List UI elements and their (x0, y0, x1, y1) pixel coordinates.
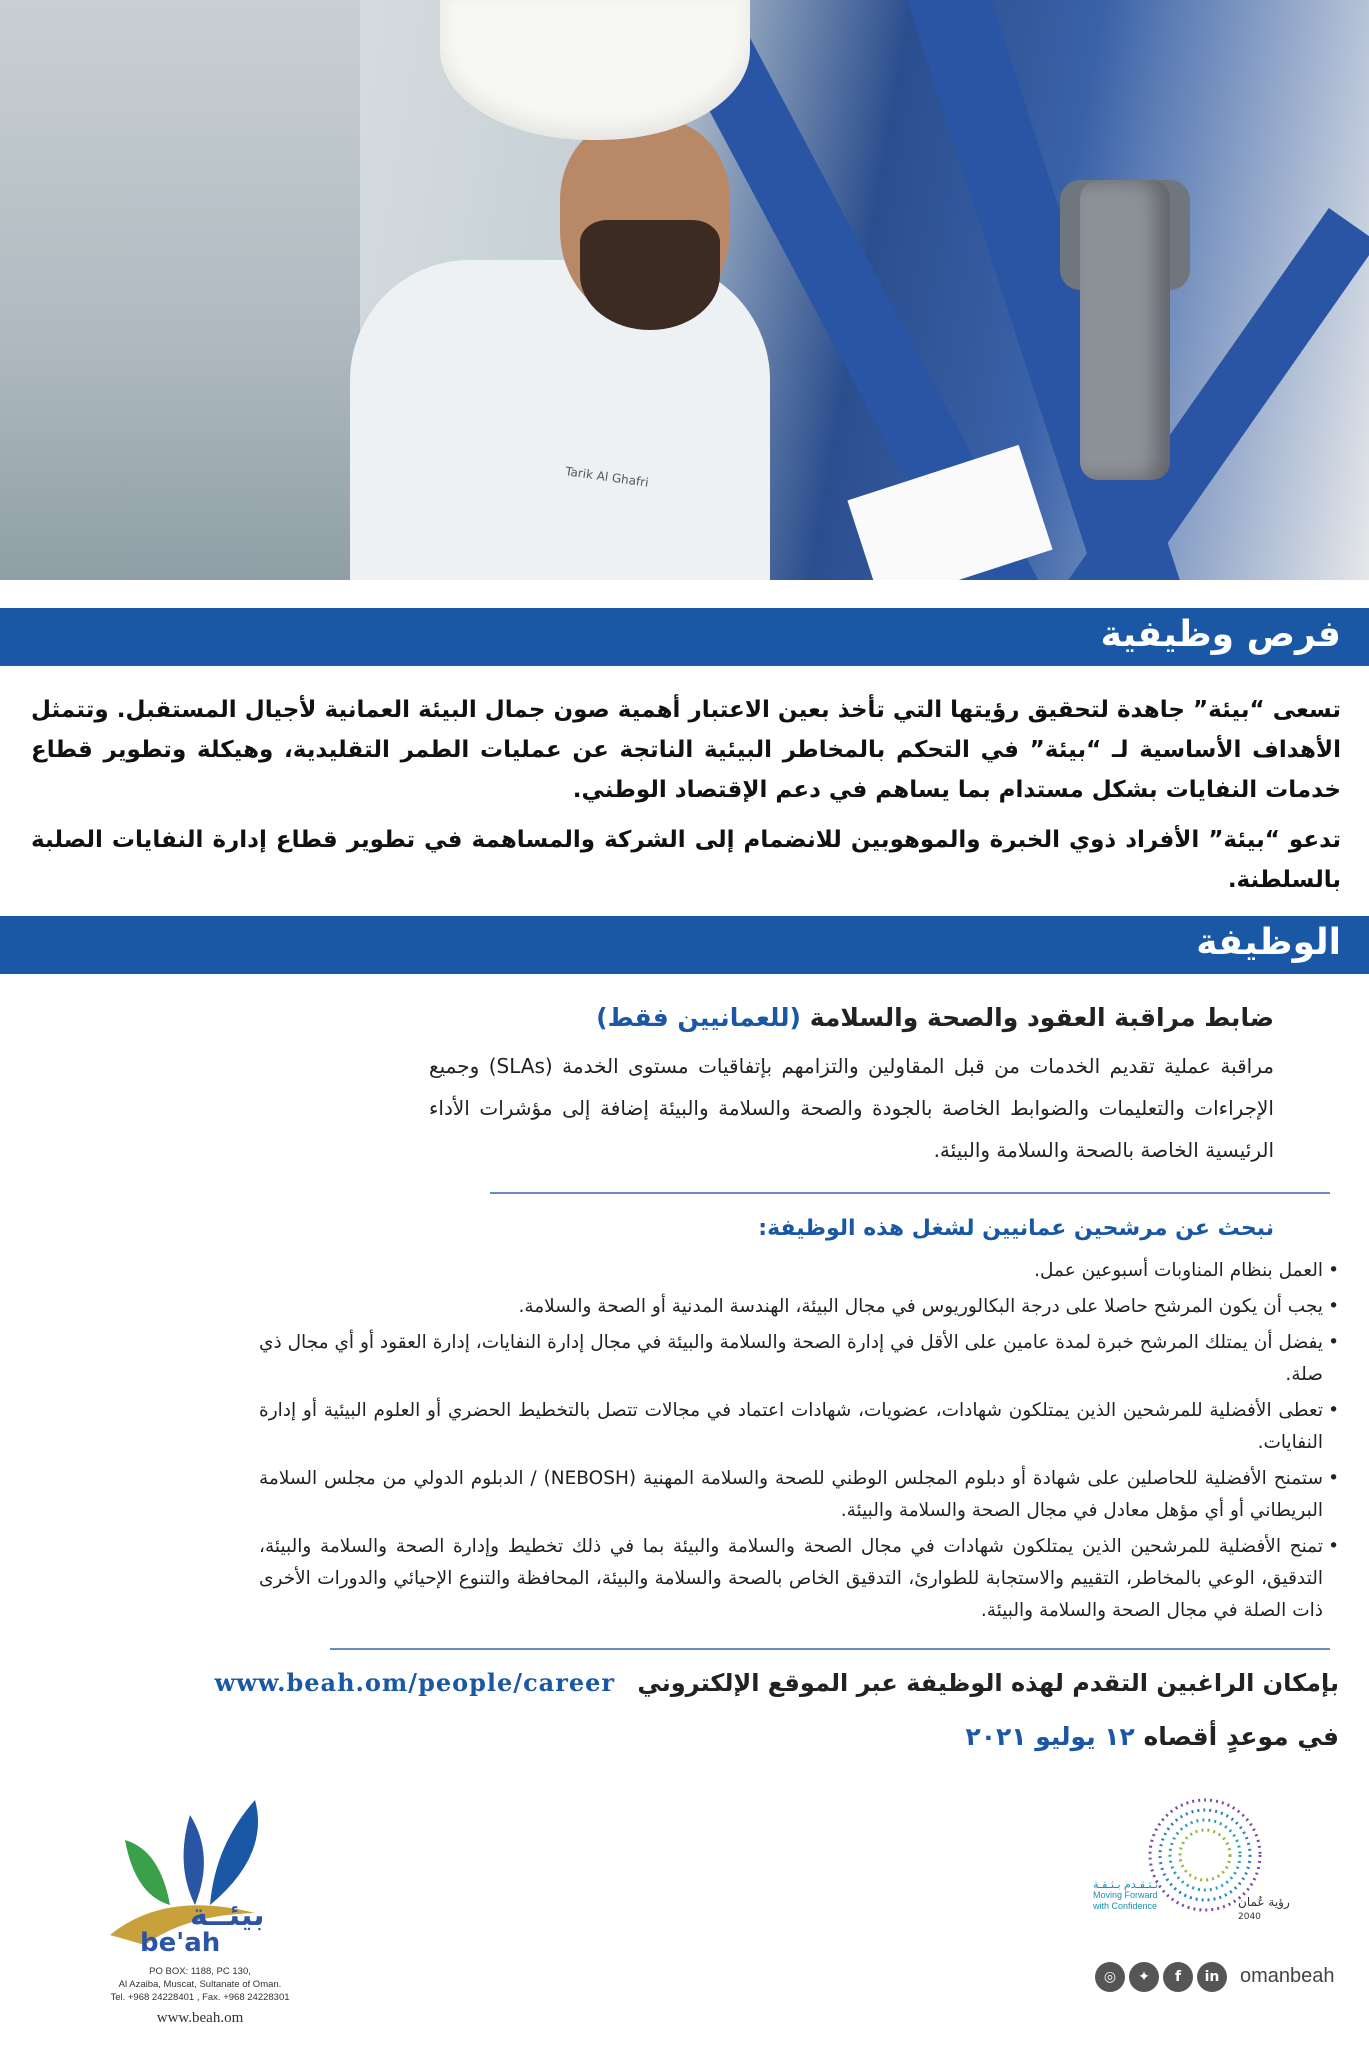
job-description: مراقبة عملية تقديم الخدمات من قبل المقاولين والتزامهم بإتفاقيات مستوى الخدمة (SLAs) وجميع الإجراءات والتعليمات والضوابط الخاصة بالجودة والصحة والسلامة والبيئة إضافة إلى مؤشرات الأداء الرئيسية الخاصة بالصحة والسلامة والبيئة. (429, 1054, 1274, 1162)
section-header-job (0, 916, 1369, 974)
vision-year: 2040 (1238, 1912, 1261, 1922)
apply-text: بإمكان الراغبين التقدم لهذه الوظيفة عبر الموقع الإلكتروني (637, 1669, 1339, 1697)
section-title: فرص وظيفية (1100, 614, 1341, 655)
job-title-text: ضابط مراقبة العقود والصحة والسلامة (809, 1003, 1274, 1032)
deadline-date: ١٢ يوليو ٢٠٢١ (965, 1722, 1135, 1751)
twitter-icon[interactable]: ✦ (1129, 1962, 1159, 1992)
intro-paragraph: تسعى “بيئة” جاهدة لتحقيق رؤيتها التي تأخذ بعين الاعتبار أهمية صون جمال البيئة العمانية لأجيال المستقبل. وتتمثل الأهداف الأساسية لـ “بيئة” في التحكم بالمخاطر البيئية الناتجة عن عمليات الطمر التقليدية، وهيكلة وتطوير قطاع خدمات النفايات بشكل مستدام بما يساهم في دعم الإقتصاد الوطني. (31, 697, 1341, 803)
requirements-list (259, 1255, 1339, 1631)
requirement-item: • ستمنح الأفضلية للحاصلين على شهادة أو دبلوم المجلس الوطني للصحة والسلامة المهنية (NEBOSH) / الدبلوم الدولي من مجلس السلامة البريطاني أو أي مؤهل معادل في مجال الصحة والسلامة والبيئة. (259, 1463, 1339, 1527)
address (85, 1965, 315, 2004)
deadline-line (966, 1722, 1340, 1751)
address-line: PO BOX: 1188, PC 130, (149, 1966, 251, 1977)
apply-line (215, 1668, 1339, 1697)
linkedin-icon[interactable]: in (1197, 1962, 1227, 1992)
name-tag: Tarik Al Ghafri (564, 464, 650, 490)
requirement-item: • تعطى الأفضلية للمرشحين الذين يمتلكون شهادات، عضويات، شهادات اعتماد في مجالات تتصل بالتخطيط الحضري أو العلوم البيئية أو إدارة النفايات. (259, 1395, 1339, 1459)
job-title-note: (للعمانيين فقط) (596, 1003, 801, 1032)
deadline-text: في موعدٍ أقصاه (1143, 1722, 1339, 1751)
requirement-item: • العمل بنظام المناوبات أسبوعين عمل. (259, 1255, 1339, 1287)
worker-shirt (350, 260, 770, 580)
requirement-item: • يجب أن يكون المرشح حاصلا على درجة البكالوريوس في مجال البيئة، الهندسة المدنية أو الصحة والسلامة. (259, 1291, 1339, 1323)
invitation-paragraph: تدعو “بيئة” الأفراد ذوي الخبرة والموهوبين للانضمام إلى الشركة والمساهمة في تطوير قطاع إدارة النفايات الصلبة بالسلطنة. (31, 827, 1341, 893)
requirement-item: • تمنح الأفضلية للمرشحين الذين يمتلكون شهادات في مجال الصحة والسلامة والبيئة بما في ذلك تخطيط وإدارة الصحة والسلامة والبيئة، التدقيق، الوعي بالمخاطر، التقييم والاستجابة للطوارئ، التدقيق الخاص بالصحة والسلامة والبيئة، المحافظة والتنوع الإحيائي والدورات الأخرى ذات الصلة في مجال الصحة والسلامة والبيئة. (259, 1531, 1339, 1627)
worker-beard (580, 220, 720, 330)
logo-arabic: بيئــة (190, 1898, 265, 1933)
moving-forward-arabic: نـتـقـدم بـثـقـة (1093, 1878, 1159, 1891)
logo-english: be'ah (140, 1928, 221, 1958)
social-links (1095, 1962, 1227, 1992)
career-link[interactable]: www.beah.om/people/career (214, 1668, 616, 1697)
address-line: Al Azaiba, Muscat, Sultanate of Oman. (118, 1979, 282, 1990)
hard-hat (440, 0, 750, 140)
section-header-opportunities (0, 608, 1369, 666)
filter-cylinder (1080, 180, 1170, 480)
hero-photo (0, 0, 1369, 580)
moving-forward-english: Moving Forward with Confidence (1093, 1890, 1158, 1911)
divider (490, 1192, 1330, 1194)
social-handle[interactable]: omanbeah (1240, 1965, 1335, 1987)
requirement-item: • يفضل أن يمتلك المرشح خبرة لمدة عامين على الأقل في إدارة الصحة والسلامة والبيئة في مجال إدارة النفايات، إدارة العقود أو أي مجال ذي صلة. (259, 1327, 1339, 1391)
divider (330, 1648, 1330, 1650)
hero-background (0, 0, 360, 580)
address-line: Tel. +968 24228401 , Fax. +968 24228301 (110, 1992, 290, 2003)
facebook-icon[interactable]: f (1163, 1962, 1193, 1992)
vision-arabic: رؤية عُمان (1238, 1895, 1290, 1909)
website-link[interactable]: www.beah.om (156, 2010, 244, 2026)
job-title (596, 1003, 1274, 1032)
seeking-heading: نبحث عن مرشحين عمانيين لشغل هذه الوظيفة: (758, 1216, 1274, 1241)
section-title: الوظيفة (1196, 922, 1341, 963)
instagram-icon[interactable]: ◎ (1095, 1962, 1125, 1992)
